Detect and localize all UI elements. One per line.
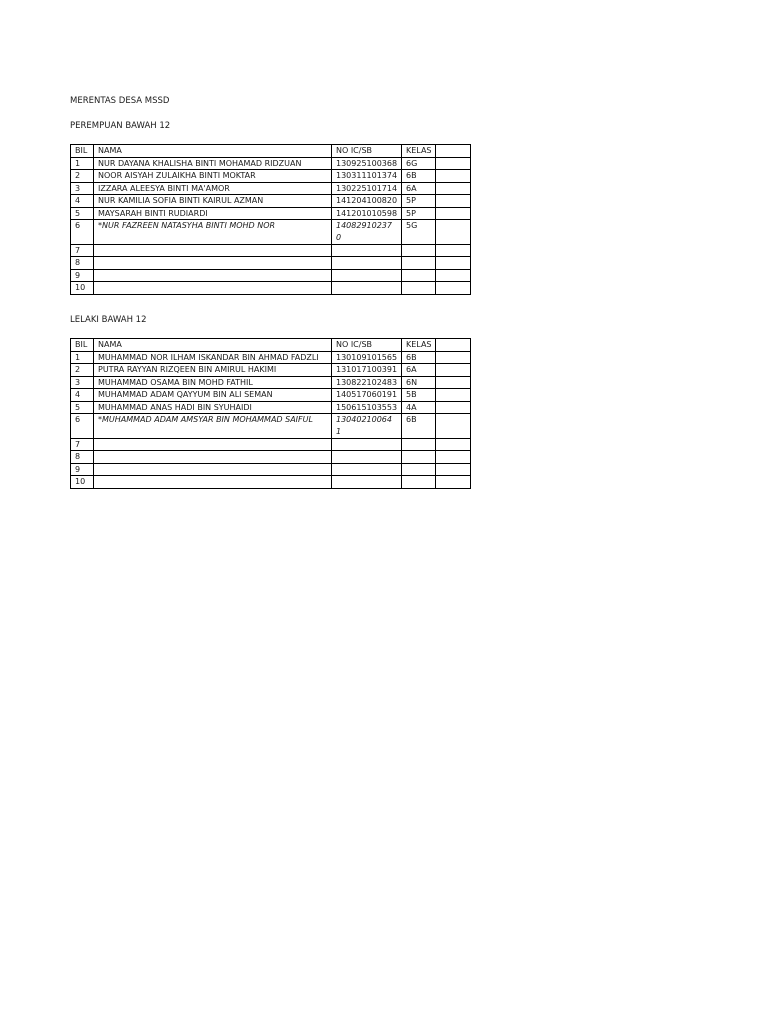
row-number: 3 [71,182,94,195]
row-ic-number: 130925100368 [332,157,402,170]
section-title-lelaki: LELAKI BAWAH 12 [70,315,147,325]
row-number: 5 [71,207,94,220]
header-kelas: KELAS [402,145,436,158]
row-number: 6 [71,414,94,439]
row-extra [436,282,471,295]
table-row [71,282,471,295]
row-ic-number [332,463,402,476]
table-row [71,207,471,220]
row-extra [436,389,471,402]
row-class [402,282,436,295]
table-row [71,170,471,183]
row-number: 8 [71,451,94,464]
table-row [71,220,471,245]
row-ic-number: 131017100391 [332,364,402,377]
section-title-perempuan: PEREMPUAN BAWAH 12 [70,121,171,131]
row-extra [436,351,471,364]
table-row [71,476,471,489]
row-class: 6G [402,157,436,170]
row-extra [436,401,471,414]
row-class [402,269,436,282]
header-ic: NO IC/SB [332,145,402,158]
header-bil: BIL [71,339,94,352]
table-row [71,414,471,439]
row-extra [436,170,471,183]
row-class: 6N [402,376,436,389]
header-bil: BIL [71,145,94,158]
table-row [71,376,471,389]
row-number: 1 [71,351,94,364]
row-class: 6A [402,182,436,195]
row-extra [436,195,471,208]
table-row [71,157,471,170]
row-ic-number: 140829102370 [332,220,402,245]
row-ic-number [332,244,402,257]
header-row [71,339,471,352]
row-extra [436,364,471,377]
row-name [94,438,332,451]
row-number: 9 [71,463,94,476]
row-extra [436,207,471,220]
row-class [402,257,436,270]
roster-table-lelaki [70,338,471,489]
row-ic-number [332,269,402,282]
row-class [402,244,436,257]
row-extra [436,220,471,245]
row-ic-number [332,476,402,489]
row-number: 4 [71,195,94,208]
header-kelas: KELAS [402,339,436,352]
row-ic-number [332,451,402,464]
row-number: 8 [71,257,94,270]
row-name: MUHAMMAD ANAS HADI BIN SYUHAIDI [94,401,332,414]
row-extra [436,257,471,270]
row-ic-number: 130109101565 [332,351,402,364]
header-ic: NO IC/SB [332,339,402,352]
table-row [71,451,471,464]
row-number: 3 [71,376,94,389]
row-extra [436,451,471,464]
row-extra [436,476,471,489]
row-ic-number: 130822102483 [332,376,402,389]
header-row [71,145,471,158]
table-row [71,364,471,377]
row-name: PUTRA RAYYAN RIZQEEN BIN AMIRUL HAKIMI [94,364,332,377]
row-extra [436,438,471,451]
row-extra [436,376,471,389]
row-number: 7 [71,244,94,257]
row-class: 6B [402,351,436,364]
row-name [94,451,332,464]
row-ic-number [332,257,402,270]
row-ic-number: 141201010598 [332,207,402,220]
table-row [71,351,471,364]
row-ic-number [332,282,402,295]
row-number: 4 [71,389,94,402]
header-nama: NAMA [94,339,332,352]
row-extra [436,182,471,195]
row-ic-number: 130402100641 [332,414,402,439]
row-number: 7 [71,438,94,451]
row-name: *NUR FAZREEN NATASYHA BINTI MOHD NOR [94,220,332,245]
table-row [71,182,471,195]
row-name: NUR DAYANA KHALISHA BINTI MOHAMAD RIDZUAN [94,157,332,170]
row-name: NOOR AISYAH ZULAIKHA BINTI MOKTAR [94,170,332,183]
row-name: MUHAMMAD ADAM QAYYUM BIN ALI SEMAN [94,389,332,402]
row-class: 5P [402,195,436,208]
row-class: 5G [402,220,436,245]
row-extra [436,244,471,257]
row-class: 5P [402,207,436,220]
row-name [94,476,332,489]
row-ic-number: 130225101714 [332,182,402,195]
roster-table-perempuan [70,144,471,295]
row-ic-number: 130311101374 [332,170,402,183]
header-extra [436,339,471,352]
row-ic-number: 140517060191 [332,389,402,402]
table-row [71,269,471,282]
row-name: NUR KAMILIA SOFIA BINTI KAIRUL AZMAN [94,195,332,208]
header-extra [436,145,471,158]
row-number: 10 [71,476,94,489]
row-number: 10 [71,282,94,295]
row-name: IZZARA ALEESYA BINTI MA'AMOR [94,182,332,195]
table-row [71,389,471,402]
row-name: *MUHAMMAD ADAM AMSYAR BIN MOHAMMAD SAIFUL [94,414,332,439]
row-extra [436,463,471,476]
row-class: 5B [402,389,436,402]
row-number: 6 [71,220,94,245]
row-number: 9 [71,269,94,282]
row-name: MUHAMMAD OSAMA BIN MOHD FATHIL [94,376,332,389]
roster-body [71,145,471,295]
row-number: 2 [71,170,94,183]
row-class [402,476,436,489]
row-name [94,257,332,270]
table-row [71,195,471,208]
row-name: MAYSARAH BINTI RUDIARDI [94,207,332,220]
table-row [71,438,471,451]
table-row [71,463,471,476]
document-title: MERENTAS DESA MSSD [70,96,170,106]
row-class: 6A [402,364,436,377]
table-row [71,257,471,270]
table-row [71,244,471,257]
row-class: 6B [402,170,436,183]
row-name [94,244,332,257]
row-number: 2 [71,364,94,377]
row-class [402,463,436,476]
table-row [71,401,471,414]
row-class [402,451,436,464]
row-number: 1 [71,157,94,170]
row-ic-number [332,438,402,451]
row-extra [436,157,471,170]
row-number: 5 [71,401,94,414]
row-class [402,438,436,451]
row-ic-number: 150615103553 [332,401,402,414]
row-ic-number: 141204100820 [332,195,402,208]
row-name [94,269,332,282]
header-nama: NAMA [94,145,332,158]
row-extra [436,269,471,282]
row-name [94,282,332,295]
row-name: MUHAMMAD NOR ILHAM ISKANDAR BIN AHMAD FADZLI [94,351,332,364]
row-extra [436,414,471,439]
roster-body [71,339,471,489]
row-class: 4A [402,401,436,414]
row-class: 6B [402,414,436,439]
row-name [94,463,332,476]
